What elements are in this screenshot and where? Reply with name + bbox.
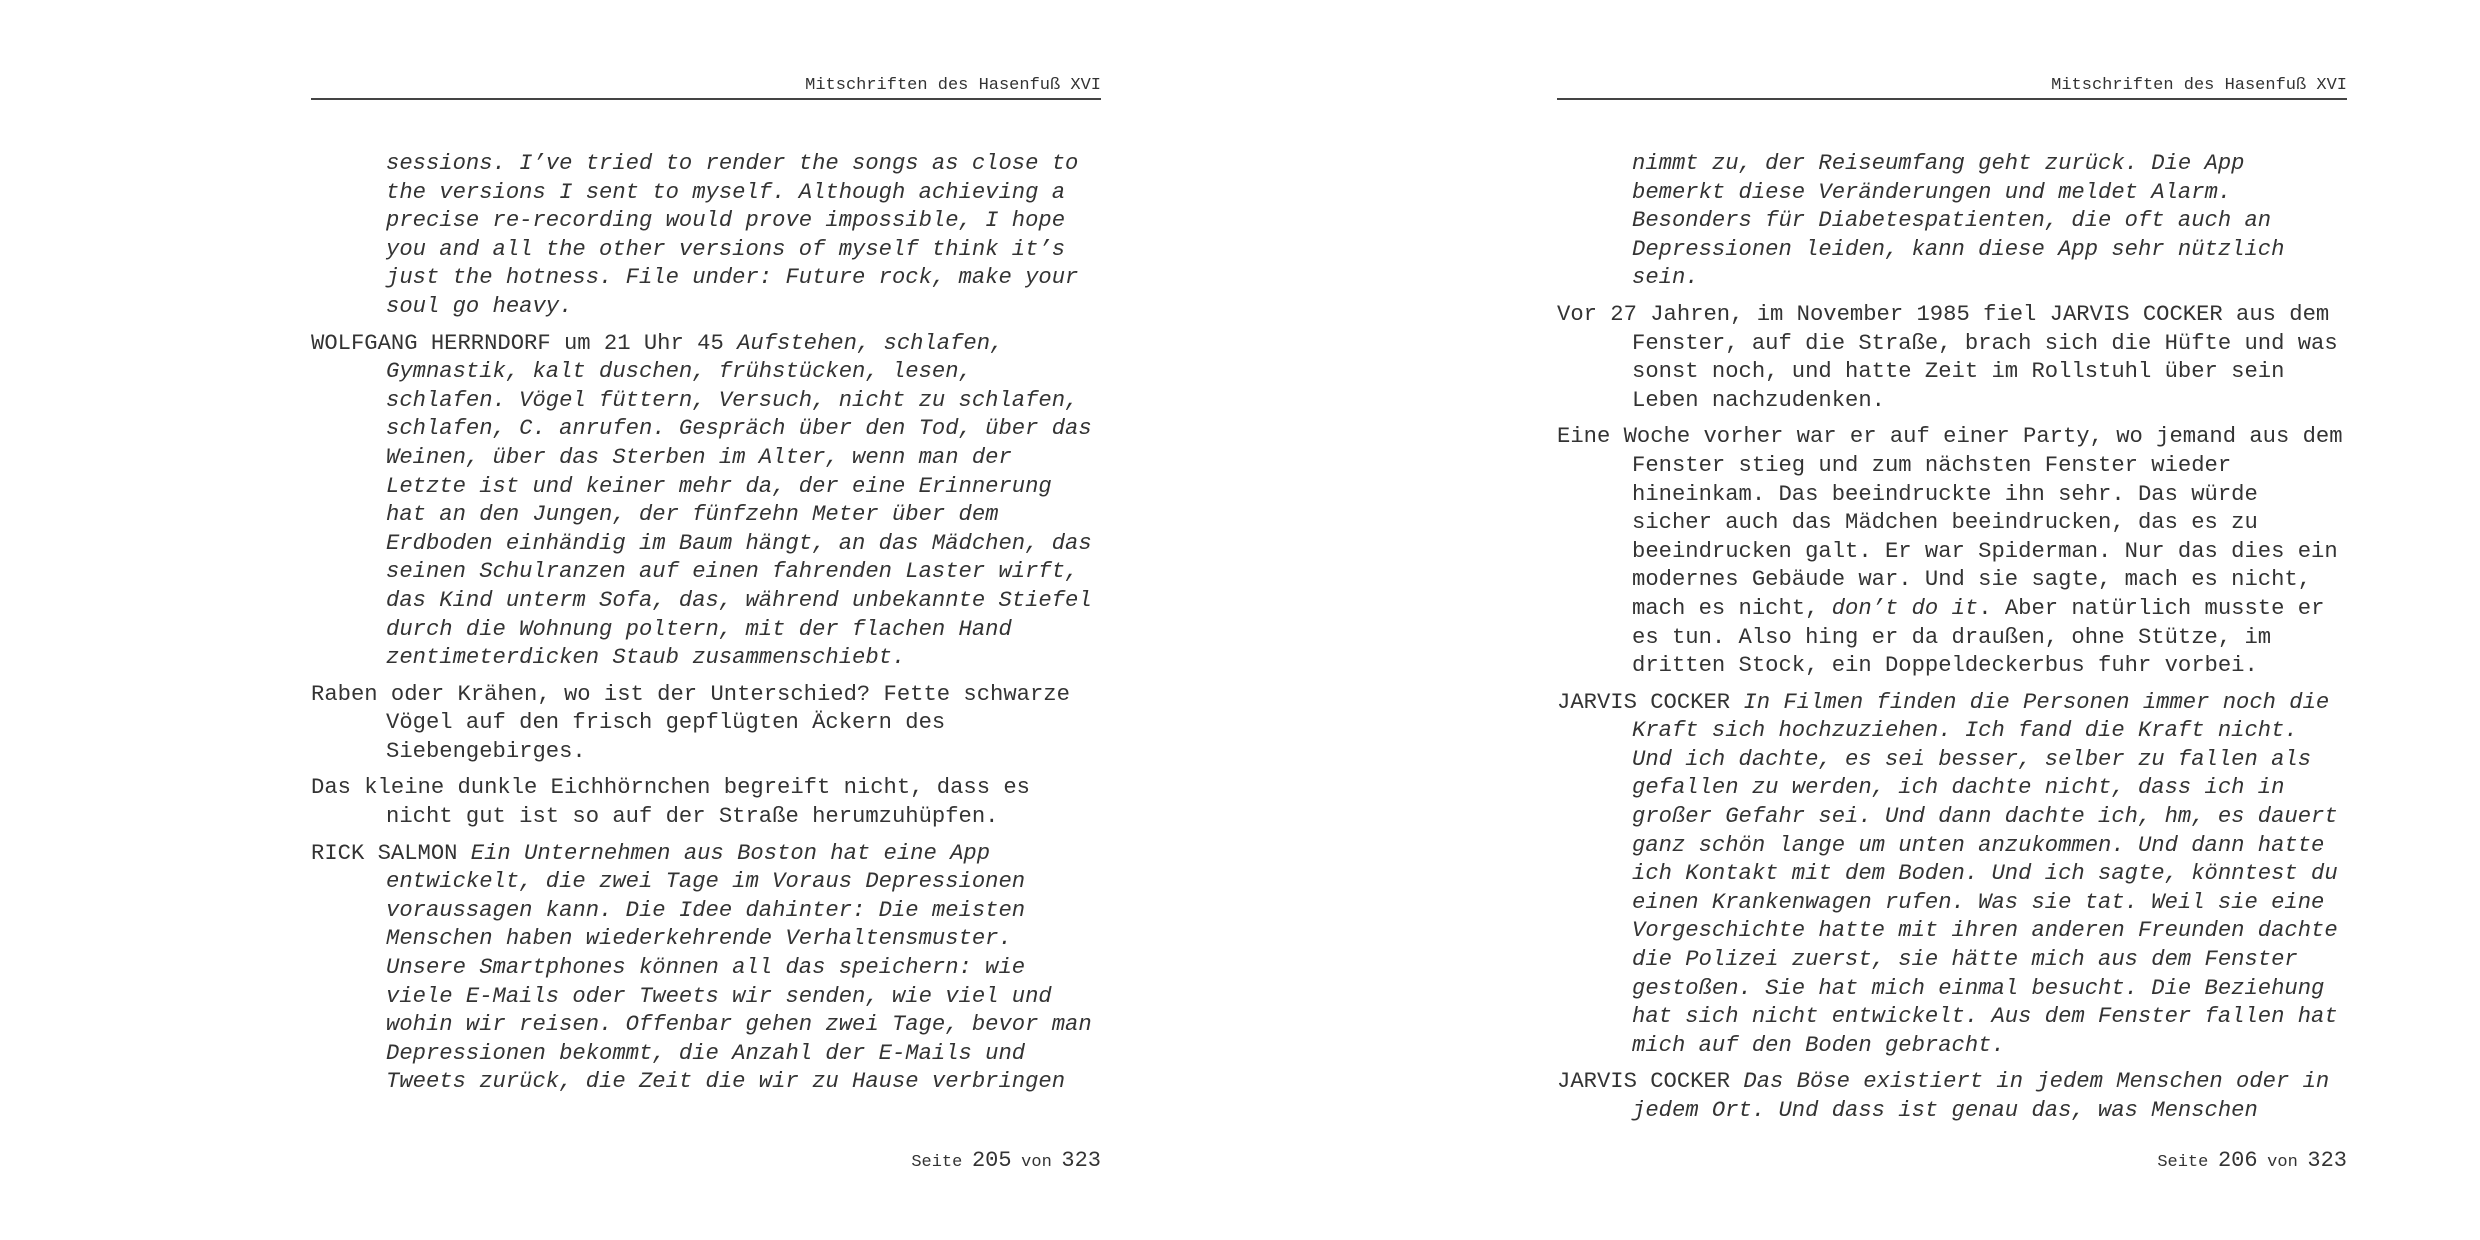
quote-text: sessions. I’ve tried to render the songs as close to the versions I sent to myself. Although achieving a precise re-recording would prove impossible, I hope you and all the other versions of myself think it’s just the hotness. File under: Future rock, make your soul go heavy.	[386, 151, 1079, 319]
paragraph	[1557, 423, 2347, 680]
header-rule	[1557, 98, 2347, 100]
running-header: Mitschriften des Hasenfuß XVI	[805, 76, 1101, 95]
body-text: Raben oder Krähen, wo ist der Unterschied? Fette schwarze Vögel auf den frisch gepflügten Äckern des Siebengebirges.	[311, 681, 1070, 764]
paragraph	[1557, 301, 2347, 415]
page-footer	[311, 1148, 1101, 1173]
body-text: Eine Woche vorher war er auf einer Party, wo jemand aus dem Fenster stieg und zum nächsten Fenster wieder hineinkam. Das beeindruckte ihn sehr. Das würde sicher auch das Mädchen beeindrucken, das es zu beeindrucken galt. Er war Spiderman. Nur das dies ein modernes Gebäude war. Und sie sagte, mach es nicht, mach es nicht,	[1557, 424, 2343, 621]
speaker-label: RICK SALMON	[311, 840, 471, 866]
page-footer	[1557, 1148, 2347, 1173]
quote-text: In Filmen finden die Personen immer noch die Kraft sich hochzuziehen. Ich fand die Kraft nicht. Und ich dachte, es sei besser, selber zu fallen als gefallen zu werden, ich dachte nicht, dass ich in großer Gefahr sei. Und dann dachte ich, hm, es dauert ganz schön lange um unten anzukommen. Und dann hatte ich Kontakt mit dem Boden. Und ich sagte, könntest du einen Krankenwagen rufen. Was sie tat. Weil sie eine Vorgeschichte hatte mit ihren anderen Freunden dachte die Polizei zuerst, sie hätte mich aus dem Fenster gestoßen. Sie hat mich einmal besucht. Die Beziehung hat sich nicht entwickelt. Aus dem Fenster fallen hat mich auf den Boden gebracht.	[1632, 689, 2338, 1058]
footer-of: von	[1021, 1153, 1052, 1172]
body-text: Vor 27 Jahren, im November 1985 fiel JARVIS COCKER aus dem Fenster, auf die Straße, brach sich die Hüfte und was sonst noch, und hatte Zeit im Rollstuhl über sein Leben nachzudenken.	[1557, 301, 2338, 413]
page-total: 323	[1061, 1148, 1101, 1173]
inline-quote: don’t do it	[1831, 595, 1979, 621]
quote-text: Ein Unternehmen aus Boston hat eine App entwickelt, die zwei Tage im Voraus Depressionen voraussagen kann. Die Idee dahinter: Die meisten Menschen haben wiederkehrende Verhaltensmuster. Unsere Smartphones können all das speichern: wie viele E-Mails oder Tweets wir senden, wie viel und wohin wir reisen. Offenbar gehen zwei Tage, bevor man Depressionen bekommt, die Anzahl der E-Mails und Tweets zurück, die Zeit die wir zu Hause verbringen	[386, 840, 1092, 1095]
running-header: Mitschriften des Hasenfuß XVI	[2051, 76, 2347, 95]
header-rule	[311, 98, 1101, 100]
footer-prefix: Seite	[911, 1153, 963, 1172]
speaker-label: WOLFGANG HERRNDORF um 21 Uhr 45	[311, 330, 738, 356]
paragraph	[1557, 1068, 2347, 1125]
paragraph	[1557, 689, 2347, 1061]
paragraph	[311, 840, 1101, 1097]
page-number: 206	[2217, 1148, 2258, 1173]
quote-text: Aufstehen, schlafen, Gymnastik, kalt duschen, frühstücken, lesen, schlafen. Vögel füttern, Versuch, nicht zu schlafen, schlafen, C. anrufen. Gespräch über den Tod, über das Weinen, über das Sterben im Alter, wenn man der Letzte ist und keiner mehr da, der eine Erinnerung hat an den Jungen, der fünfzehn Meter über dem Erdboden einhändig im Baum hängt, an das Mädchen, das seinen Schulranzen auf einen fahrenden Laster wirft, das Kind unterm Sofa, das, während unbekannte Stiefel durch die Wohnung poltern, mit der flachen Hand zentimeterdicken Staub zusammenschiebt.	[386, 330, 1092, 671]
left-page	[311, 0, 1101, 1240]
footer-of: von	[2267, 1153, 2298, 1172]
paragraph	[311, 150, 1101, 322]
quote-text: nimmt zu, der Reiseumfang geht zurück. Die App bemerkt diese Veränderungen und meldet Alarm. Besonders für Diabetespatienten, die oft auch an Depressionen leiden, kann diese App sehr nützlich sein.	[1632, 151, 2285, 291]
paragraph	[311, 774, 1101, 831]
footer-prefix: Seite	[2157, 1153, 2209, 1172]
page-total: 323	[2307, 1148, 2347, 1173]
speaker-label: JARVIS COCKER	[1557, 1069, 1744, 1095]
body-text: Das kleine dunkle Eichhörnchen begreift nicht, dass es nicht gut ist so auf der Straße herumzuhüpfen.	[311, 775, 1030, 830]
speaker-label: JARVIS COCKER	[1557, 689, 1744, 715]
right-page	[1557, 0, 2347, 1240]
page-number: 205	[971, 1148, 1012, 1173]
quote-text: Das Böse existiert in jedem Menschen oder in jedem Ort. Und dass ist genau das, was Menschen	[1632, 1069, 2330, 1123]
paragraph	[311, 330, 1101, 673]
page-body	[311, 150, 1101, 1105]
page-body	[1557, 150, 2347, 1134]
paragraph	[1557, 150, 2347, 293]
body-text: . Aber natürlich musste er es tun. Also hing er da draußen, ohne Stütze, im dritten Stock, ein Doppeldeckerbus fuhr vorbei.	[1632, 595, 2325, 679]
paragraph	[311, 681, 1101, 767]
